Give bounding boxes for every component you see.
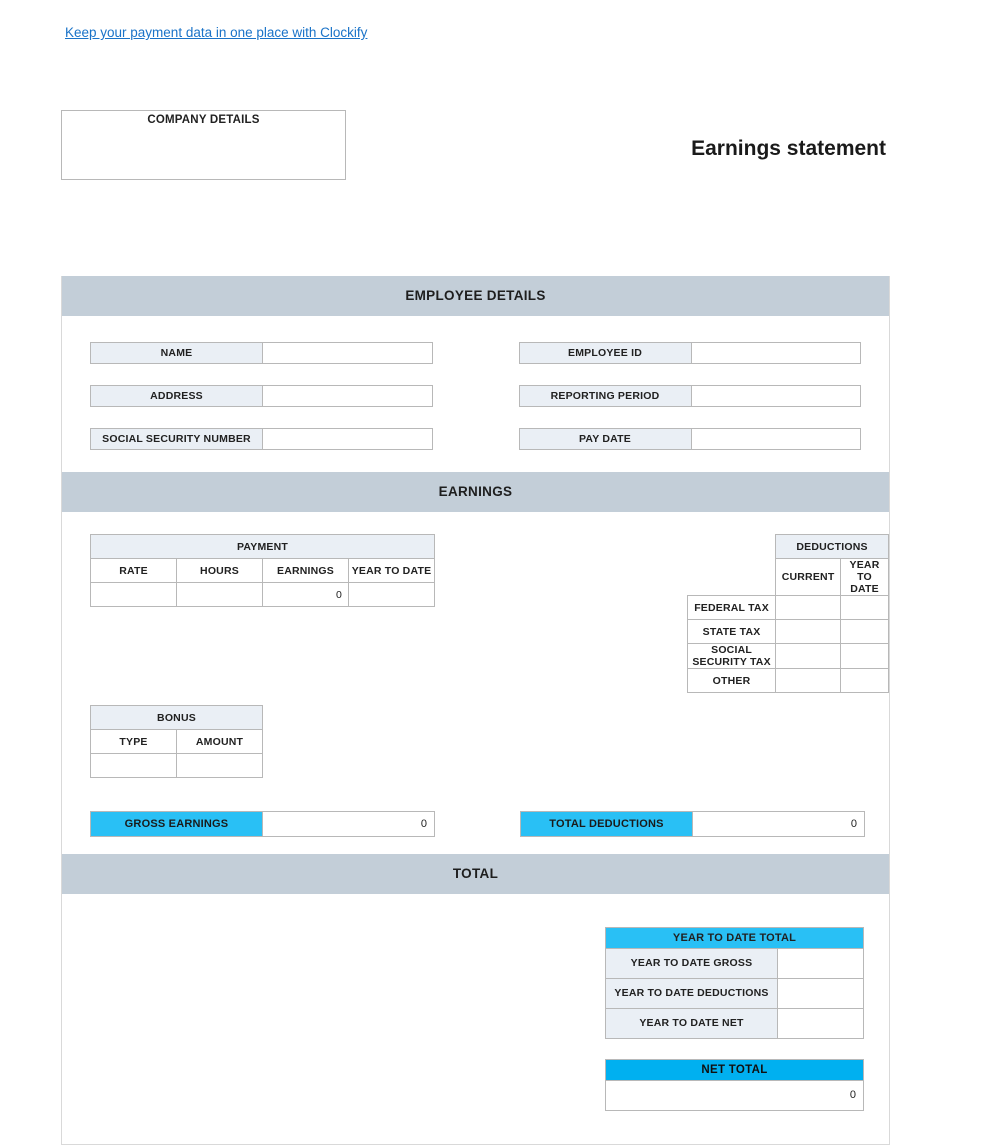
- ytd-net-value[interactable]: [778, 1009, 864, 1039]
- ytd-deductions-value[interactable]: [778, 979, 864, 1009]
- table-row: [91, 730, 263, 754]
- field-input-name[interactable]: [263, 342, 433, 364]
- cell-ytd[interactable]: [349, 583, 435, 607]
- net-total-block: [605, 1059, 864, 1111]
- employee-details-section: [61, 316, 890, 472]
- employee-fields-right: [519, 342, 862, 450]
- table-row: [91, 583, 435, 607]
- column-header-amount: AMOUNT: [177, 730, 263, 754]
- column-header-rate: RATE: [91, 559, 177, 583]
- field-name: [90, 342, 433, 364]
- statement-header: [61, 110, 890, 180]
- company-details-label: COMPANY DETAILS: [147, 114, 260, 126]
- row-label-social-security-tax: SOCIAL SECURITY TAX: [688, 644, 776, 669]
- ytd-net-row: [605, 1009, 864, 1039]
- field-label: REPORTING PERIOD: [519, 385, 692, 407]
- field-input-address[interactable]: [263, 385, 433, 407]
- table-row: [91, 535, 435, 559]
- field-label: SOCIAL SECURITY NUMBER: [90, 428, 263, 450]
- cell-earnings[interactable]: 0: [263, 583, 349, 607]
- cell-hours[interactable]: [177, 583, 263, 607]
- cell-other-ytd[interactable]: [841, 669, 889, 693]
- field-reporting-period: [519, 385, 862, 407]
- cell-rate[interactable]: [91, 583, 177, 607]
- cell-federal-current[interactable]: [776, 596, 841, 620]
- table-row: [688, 596, 889, 620]
- payment-table-title: PAYMENT: [91, 535, 435, 559]
- field-input-ssn[interactable]: [263, 428, 433, 450]
- table-row: [91, 559, 435, 583]
- gross-earnings-row: [90, 811, 435, 837]
- header-spacer: [61, 180, 890, 276]
- ytd-deductions-row: [605, 979, 864, 1009]
- cell-ss-ytd[interactable]: [841, 644, 889, 669]
- total-deductions-value[interactable]: 0: [693, 811, 865, 837]
- gross-earnings-label: GROSS EARNINGS: [90, 811, 263, 837]
- clockify-promo-link[interactable]: Keep your payment data in one place with Clockify: [65, 25, 368, 40]
- row-label-state-tax: STATE TAX: [688, 620, 776, 644]
- total-section: [61, 894, 890, 1145]
- year-to-date-title: YEAR TO DATE TOTAL: [605, 927, 864, 949]
- table-row: [91, 706, 263, 730]
- field-employee-id: [519, 342, 862, 364]
- cell-bonus-amount[interactable]: [177, 754, 263, 778]
- employee-fields-left: [90, 342, 433, 450]
- field-input-pay-date[interactable]: [692, 428, 862, 450]
- field-label: PAY DATE: [519, 428, 692, 450]
- ytd-gross-row: [605, 949, 864, 979]
- bonus-table: [90, 705, 263, 778]
- column-header-ytd: YEAR TO DATE: [349, 559, 435, 583]
- cell-state-current[interactable]: [776, 620, 841, 644]
- column-header-deduct-ytd: YEAR TO DATE: [841, 559, 889, 596]
- row-label-federal-tax: FEDERAL TAX: [688, 596, 776, 620]
- cell-other-current[interactable]: [776, 669, 841, 693]
- bonus-table-title: BONUS: [91, 706, 263, 730]
- year-to-date-block: [605, 927, 864, 1039]
- field-label: NAME: [90, 342, 263, 364]
- section-header-employee-details: EMPLOYEE DETAILS: [61, 276, 890, 316]
- table-row: [91, 754, 263, 778]
- cell-ss-current[interactable]: [776, 644, 841, 669]
- deductions-table: [687, 534, 889, 693]
- earnings-section: [61, 512, 890, 854]
- field-ssn: [90, 428, 433, 450]
- deductions-table-title: DEDUCTIONS: [776, 535, 889, 559]
- ytd-net-label: YEAR TO DATE NET: [605, 1009, 778, 1039]
- cell-federal-ytd[interactable]: [841, 596, 889, 620]
- field-label: ADDRESS: [90, 385, 263, 407]
- net-total-value[interactable]: 0: [605, 1081, 864, 1111]
- table-row: [688, 620, 889, 644]
- page-title: Earnings statement: [691, 137, 886, 160]
- table-row: [688, 559, 889, 596]
- net-total-label: NET TOTAL: [605, 1059, 864, 1081]
- column-header-hours: HOURS: [177, 559, 263, 583]
- earnings-statement-sheet: [61, 110, 890, 1145]
- field-input-reporting-period[interactable]: [692, 385, 862, 407]
- table-row: [688, 669, 889, 693]
- company-details-box[interactable]: [61, 110, 346, 180]
- row-label-other: OTHER: [688, 669, 776, 693]
- payment-table: [90, 534, 435, 607]
- section-header-total: TOTAL: [61, 854, 890, 894]
- ytd-gross-value[interactable]: [778, 949, 864, 979]
- ytd-gross-label: YEAR TO DATE GROSS: [605, 949, 778, 979]
- section-header-earnings: EARNINGS: [61, 472, 890, 512]
- column-header-current: CURRENT: [776, 559, 841, 596]
- column-header-type: TYPE: [91, 730, 177, 754]
- cell-bonus-type[interactable]: [91, 754, 177, 778]
- field-input-employee-id[interactable]: [692, 342, 862, 364]
- field-address: [90, 385, 433, 407]
- field-pay-date: [519, 428, 862, 450]
- cell-state-ytd[interactable]: [841, 620, 889, 644]
- total-deductions-label: TOTAL DEDUCTIONS: [520, 811, 693, 837]
- column-header-earnings: EARNINGS: [263, 559, 349, 583]
- total-deductions-row: [520, 811, 865, 837]
- ytd-deductions-label: YEAR TO DATE DEDUCTIONS: [605, 979, 778, 1009]
- gross-earnings-value[interactable]: 0: [263, 811, 435, 837]
- table-row: [688, 535, 889, 559]
- field-label: EMPLOYEE ID: [519, 342, 692, 364]
- table-row: [688, 644, 889, 669]
